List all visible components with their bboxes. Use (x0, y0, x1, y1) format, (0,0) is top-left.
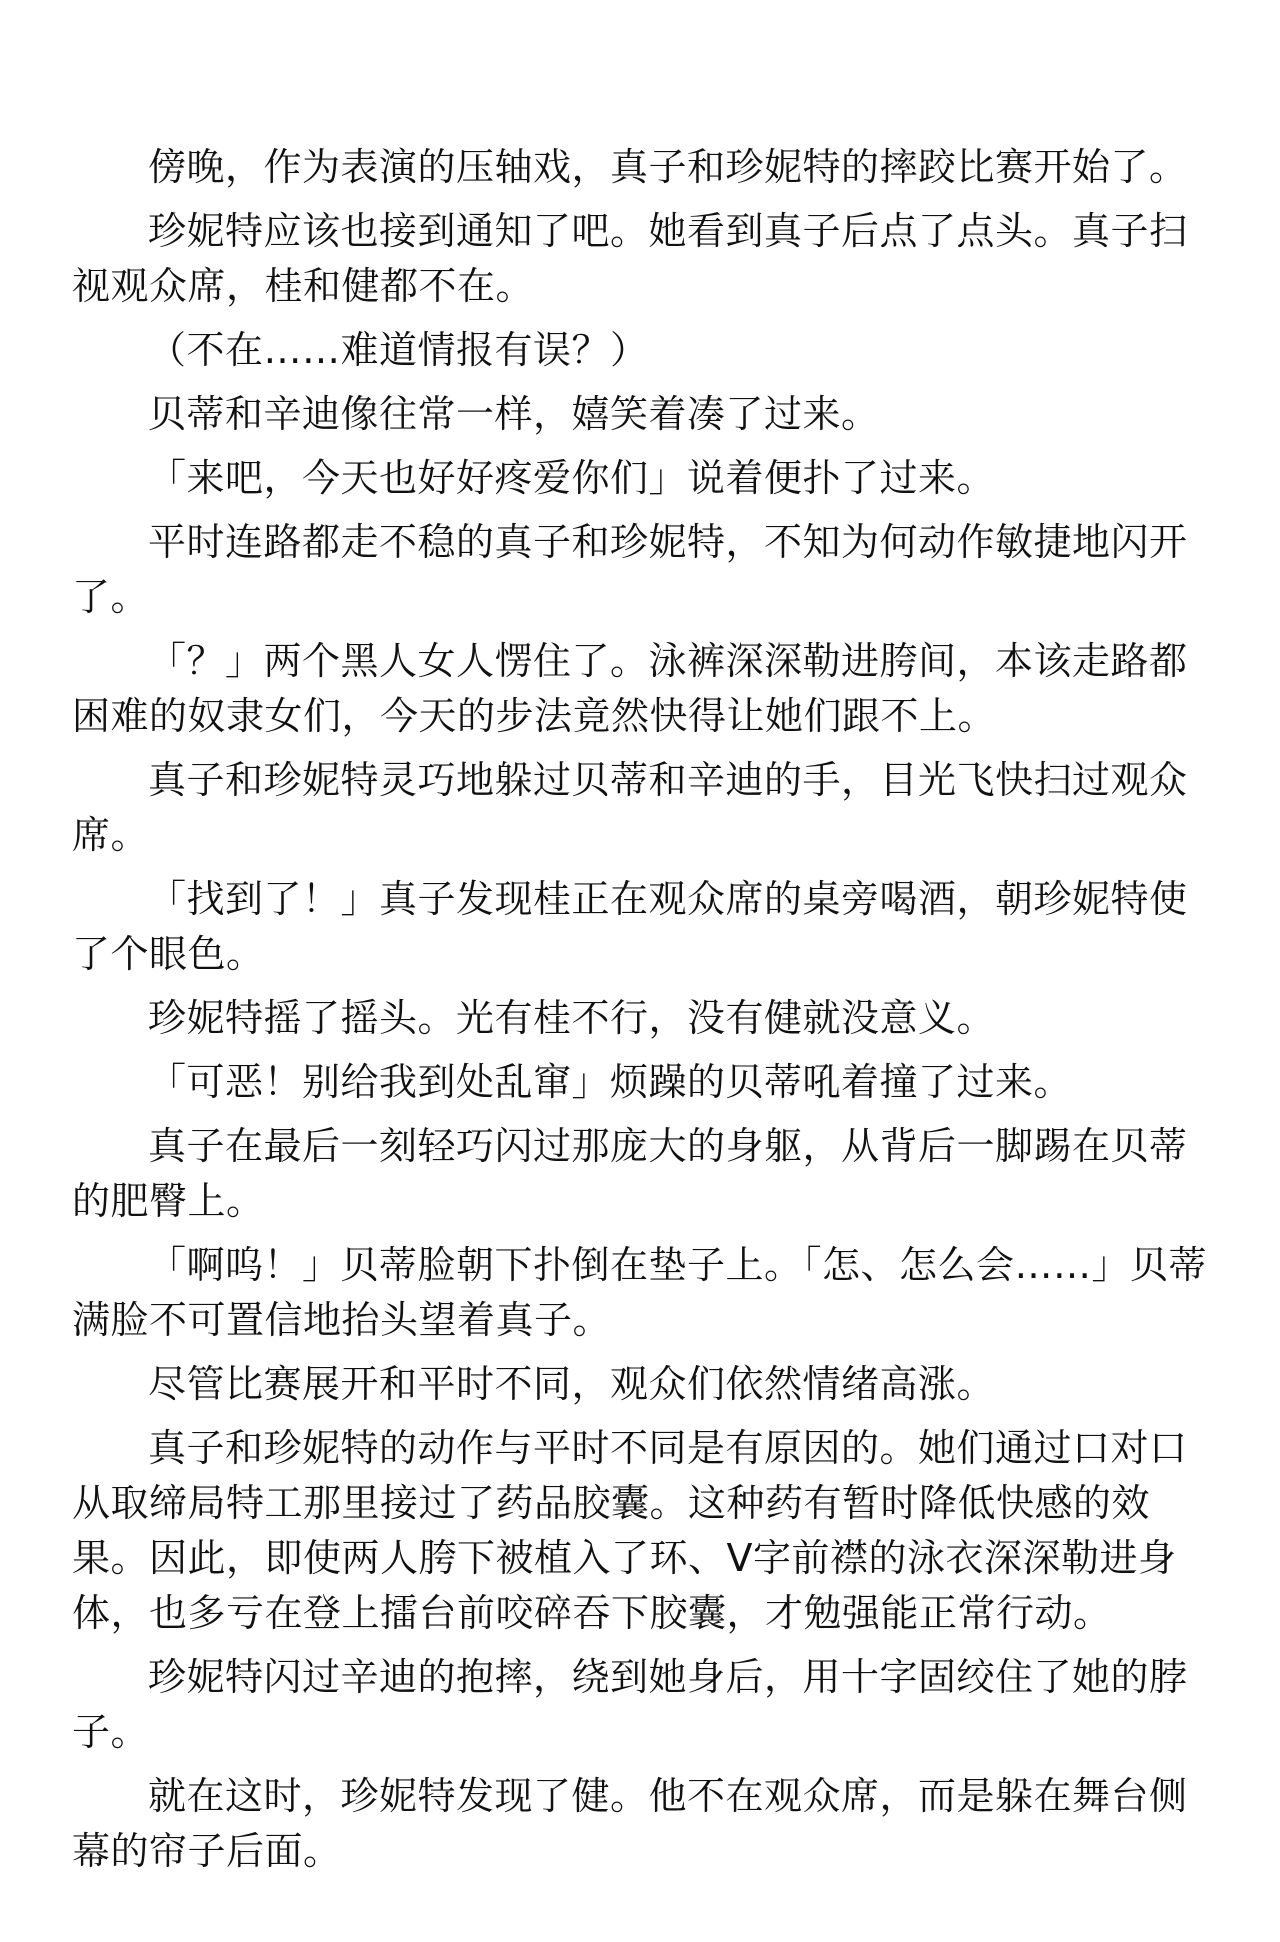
paragraph: 「来吧，今天也好好疼爱你们」说着便扑了过来。 (148, 456, 996, 500)
paragraph: 「啊呜！」贝蒂脸朝下扑倒在垫子上。「怎、怎么会……」贝蒂满脸不可置信地抬头望着真子。 (72, 1243, 1208, 1342)
paragraph: 平时连路都走不稳的真子和珍妮特，不知为何动作敏捷地闪开了。 (72, 520, 1188, 619)
paragraph: （不在……难道情报有误？） (148, 328, 649, 372)
paragraph: 就在这时，珍妮特发现了健。他不在观众席，而是躲在舞台侧幕的帘子后面。 (72, 1774, 1188, 1873)
paragraph: 「？」两个黑人女人愣住了。泳裤深深勒进胯间，本该走路都困难的奴隶女们，今天的步法竟然快得让她们跟不上。 (72, 639, 1188, 738)
paragraph: 真子和珍妮特灵巧地躲过贝蒂和辛迪的手，目光飞快扫过观众席。 (72, 758, 1188, 857)
paragraph: 傍晚，作为表演的压轴戏，真子和珍妮特的摔跤比赛开始了。 (148, 145, 1188, 189)
paragraph: 贝蒂和辛迪像往常一样，嬉笑着凑了过来。 (148, 392, 880, 436)
paragraph: 「找到了！」真子发现桂正在观众席的桌旁喝酒，朝珍妮特使了个眼色。 (72, 877, 1188, 976)
document-page (72, 140, 1224, 1888)
paragraph: 真子在最后一刻轻巧闪过那庞大的身躯，从背后一脚踢在贝蒂的肥臀上。 (72, 1124, 1188, 1223)
paragraph: 珍妮特摇了摇头。光有桂不行，没有健就没意义。 (148, 996, 996, 1040)
paragraph: 真子和珍妮特的动作与平时不同是有原因的。她们通过口对口从取缔局特工那里接过了药品胶囊。这种药有暂时降低快感的效果。因此，即使两人胯下被植入了环、V字前襟的泳衣深深勒进身体，也多亏在登上擂台前咬碎吞下胶囊，才勉强能正常行动。 (72, 1426, 1188, 1635)
paragraph: 珍妮特闪过辛迪的抱摔，绕到她身后，用十字固绞住了她的脖子。 (72, 1655, 1188, 1754)
paragraph: 珍妮特应该也接到通知了吧。她看到真子后点了点头。真子扫视观众席，桂和健都不在。 (72, 209, 1188, 308)
paragraph: 尽管比赛展开和平时不同，观众们依然情绪高涨。 (148, 1362, 996, 1406)
paragraph: 「可恶！别给我到处乱窜」烦躁的贝蒂吼着撞了过来。 (148, 1060, 1073, 1104)
